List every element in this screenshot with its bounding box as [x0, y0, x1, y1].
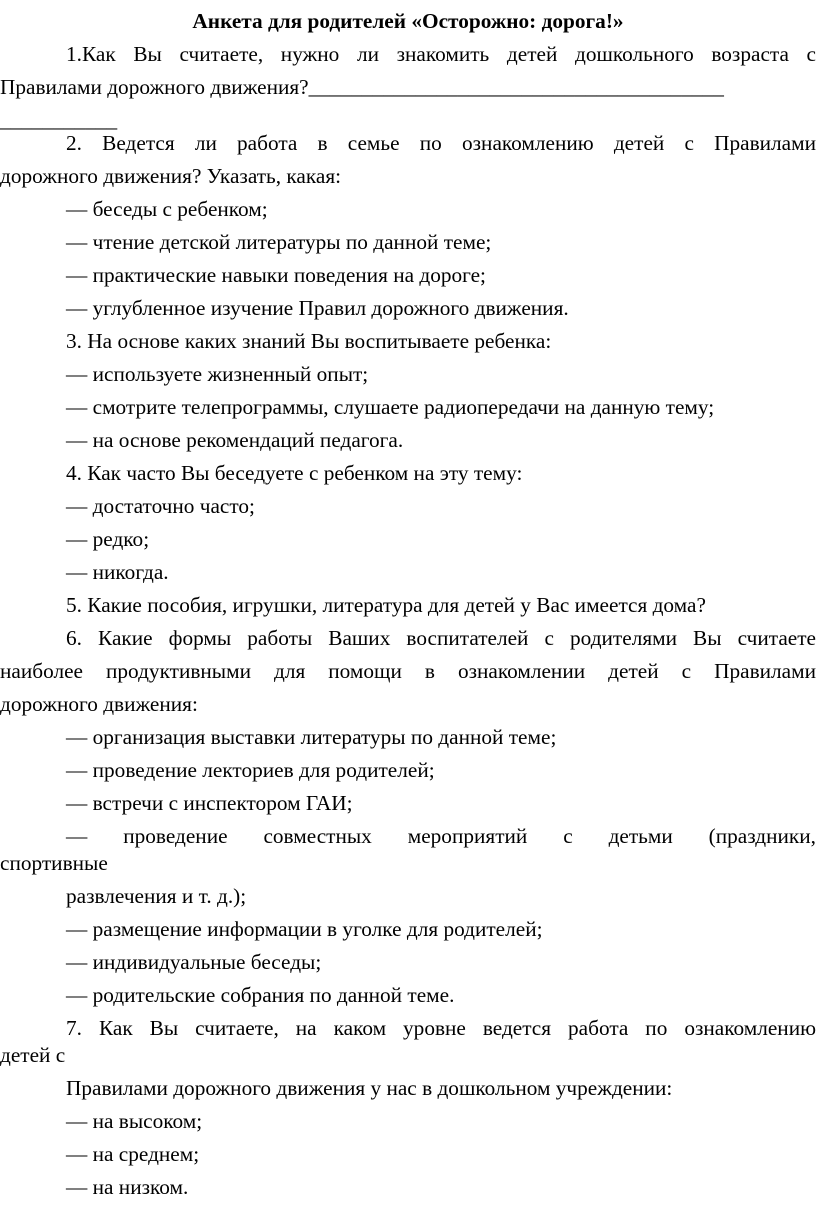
option-item: — чтение детской литературы по данной теме; [66, 230, 492, 254]
question-1-line-2: Правилами дорожного движения?_______________________________________ [0, 75, 724, 99]
question-7-line-2: детей с [0, 1043, 66, 1067]
question-5: 5. Какие пособия, игрушки, литература для детей у Вас имеется дома? [66, 593, 706, 617]
question-6-line-2: наиболее продуктивными для помощи в ознакомлении детей с Правилами [0, 659, 816, 683]
option-item: — проведение лекториев для родителей; [66, 758, 435, 782]
option-item: — никогда. [66, 560, 169, 584]
option-item: — практические навыки поведения на дороге; [66, 263, 486, 287]
option-item: — на низком. [66, 1175, 189, 1199]
question-6-line-3: дорожного движения: [0, 692, 198, 716]
question-3: 3. На основе каких знаний Вы воспитываете ребенка: [66, 329, 552, 353]
question-6-line-1: 6. Какие формы работы Ваших воспитателей с родителями Вы считаете [66, 626, 816, 650]
question-4: 4. Как часто Вы беседуете с ребенком на эту тему: [66, 461, 523, 485]
option-item: — достаточно часто; [66, 494, 255, 518]
option-item: — родительские собрания по данной теме. [66, 983, 455, 1007]
option-item: — используете жизненный опыт; [66, 362, 369, 386]
document-title: Анкета для родителей «Осторожно: дорога!» [192, 9, 624, 33]
question-1-line-1: 1.Как Вы считаете, нужно ли знакомить детей дошкольного возраста с [66, 42, 816, 66]
option-item-continuation: спортивные [0, 851, 108, 875]
answer-underline: ___________ [0, 108, 118, 132]
option-item-continuation: развлечения и т. д.); [66, 884, 247, 908]
option-item: — беседы с ребенком; [66, 197, 268, 221]
option-item: — размещение информации в уголке для родителей; [66, 917, 543, 941]
option-item: — индивидуальные беседы; [66, 950, 322, 974]
option-item: — организация выставки литературы по данной теме; [66, 725, 557, 749]
question-2-line-1: 2. Ведется ли работа в семье по ознакомлению детей с Правилами [66, 131, 816, 155]
option-item: — редко; [66, 527, 150, 551]
question-7-line-3: Правилами дорожного движения у нас в дошкольном учреждении: [66, 1076, 673, 1100]
question-7-line-1: 7. Как Вы считаете, на каком уровне ведется работа по ознакомлению [66, 1016, 816, 1040]
option-item: — на основе рекомендаций педагога. [66, 428, 404, 452]
question-2-line-2: дорожного движения? Указать, какая: [0, 164, 342, 188]
option-item: — смотрите телепрограммы, слушаете радиопередачи на данную тему; [66, 395, 715, 419]
option-item: — проведение совместных мероприятий с детьми (праздники, [66, 824, 816, 848]
option-item: — углубленное изучение Правил дорожного движения. [66, 296, 569, 320]
option-item: — встречи с инспектором ГАИ; [66, 791, 353, 815]
option-item: — на высоком; [66, 1109, 203, 1133]
option-item: — на среднем; [66, 1142, 200, 1166]
